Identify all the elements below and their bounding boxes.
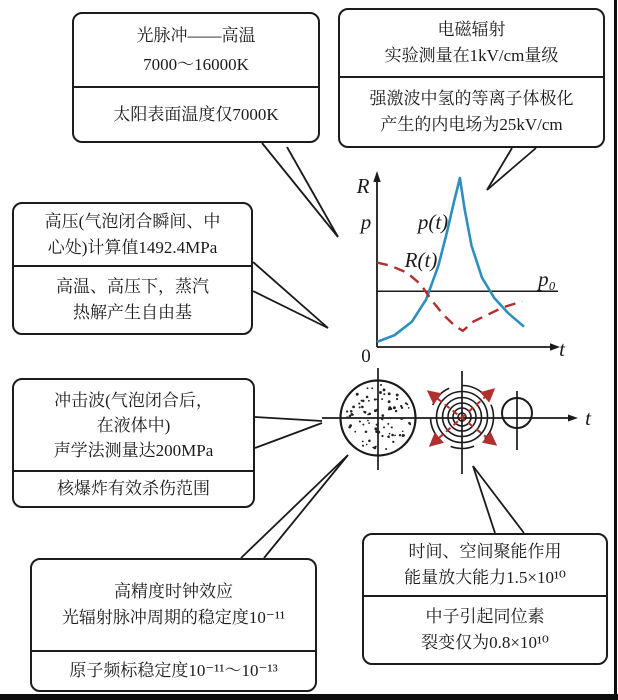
energy-focus-main	[364, 535, 606, 595]
em-radiation-note-line2: 产生的内电场为25kV/cm	[380, 115, 563, 134]
high-pressure-line2: 心处)计算值1492.4MPa	[47, 237, 218, 257]
shock-wave-main	[14, 380, 253, 470]
shock-wave-line1: 冲击波(气泡闭合后，	[54, 390, 213, 410]
clock-effect-line1: 高精度时钟效应	[114, 582, 233, 601]
high-pressure-line1: 高压(气泡闭合瞬间、中	[44, 211, 221, 231]
em-radiation-note	[340, 76, 603, 146]
callout-box-light-pulse	[72, 12, 320, 143]
energy-focus-note-line2: 裂变仅为0.8×10¹⁰	[421, 633, 549, 652]
bubble-xlabel-t: t	[585, 406, 591, 430]
energy-focus-note-line1: 中子引起同位素	[425, 607, 545, 626]
page-frame-bottom	[0, 694, 618, 700]
energy-focus-line2: 能量放大能力1.5×10¹⁰	[404, 568, 566, 587]
plot-p0-label: p₀	[538, 267, 556, 291]
shock-wave-note	[14, 470, 253, 506]
energy-focus-note	[364, 595, 606, 663]
high-pressure-note	[14, 265, 251, 333]
callout-box-em-radiation	[338, 8, 605, 148]
callout-wedge-energy-to-collapse	[473, 466, 524, 533]
em-radiation-line2: 实验测量在1kV/cm量级	[384, 46, 559, 65]
light-pulse-note-line1: 太阳表面温度仅7000K	[113, 104, 279, 124]
high-pressure-main	[14, 204, 251, 265]
plot-y-axis-arrow-icon	[373, 171, 380, 182]
plot-xlabel-t: t	[559, 337, 565, 361]
callout-wedge-clock-to-bubble	[241, 455, 348, 558]
page-frame-right	[614, 0, 617, 700]
callout-box-energy-focus	[362, 533, 608, 665]
plot-p-curve	[377, 178, 524, 342]
plot-p-curve-label: p(t)	[417, 210, 449, 234]
shock-wave-line2: 在液体中)	[96, 415, 171, 435]
light-pulse-note	[74, 86, 318, 141]
plot-r-curve-label: R(t)	[404, 248, 438, 272]
plot-origin-label: 0	[361, 346, 371, 367]
callout-wedge-em-to-peak	[487, 148, 536, 190]
light-pulse-line1: 光脉冲——高温	[136, 26, 256, 45]
callout-box-shock-wave	[12, 378, 255, 508]
high-pressure-note-line2: 热解产生自由基	[73, 303, 192, 322]
callout-box-clock-effect	[30, 558, 317, 692]
callout-wedges	[241, 143, 536, 558]
plot-r-curve	[377, 263, 522, 331]
callout-box-high-pressure	[12, 202, 253, 335]
clock-effect-line2: 光辐射脉冲周期的稳定度10⁻¹¹	[61, 608, 286, 627]
em-radiation-main	[340, 10, 603, 76]
light-pulse-main	[74, 14, 318, 86]
callout-wedge-light-to-plot	[262, 143, 338, 237]
bubble-sequence	[322, 368, 592, 474]
clock-effect-note	[32, 650, 315, 690]
energy-focus-line1: 时间、空间聚能作用	[408, 542, 562, 561]
callout-wedge-pressure-to-origin	[253, 262, 328, 328]
rp-plot	[356, 171, 566, 367]
clock-effect-note-line1: 原子频标稳定度10⁻¹¹～10⁻¹³	[69, 661, 278, 680]
clock-effect-main	[32, 560, 315, 650]
bubble-axis-arrow-icon	[568, 415, 578, 422]
plot-ylabel-R: R	[356, 174, 370, 198]
plot-ylabel-p: p	[360, 210, 372, 234]
em-radiation-line1: 电磁辐射	[437, 20, 506, 39]
light-pulse-line2: 7000～16000K	[143, 55, 249, 74]
shock-wave-line3: 声学法测量达200MPa	[53, 440, 214, 460]
shock-wave-note-line1: 核爆炸有效杀伤范围	[57, 479, 210, 498]
em-radiation-note-line1: 强激波中氢的等离子体极化	[369, 89, 574, 108]
callout-wedge-shock-to-bubble	[255, 417, 322, 448]
high-pressure-note-line1: 高温、高压下，蒸汽	[56, 277, 209, 296]
